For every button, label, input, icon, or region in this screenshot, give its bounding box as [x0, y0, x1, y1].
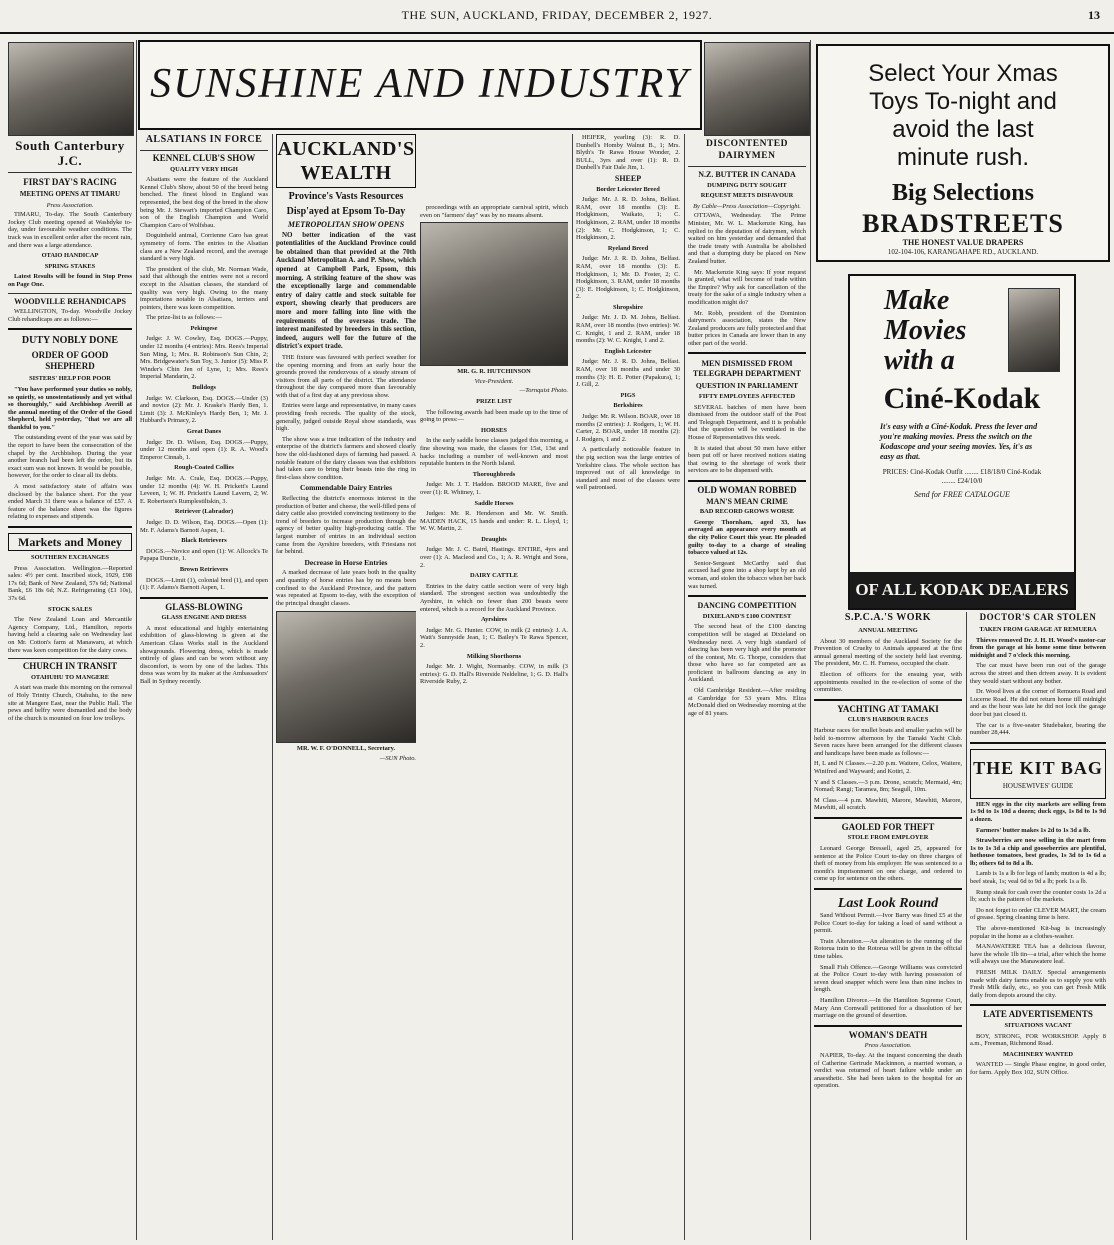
article-text: Judges: Mr. R. Henderson and Mr. W. Smith. MAIDEN HACK, 15 hands and under: R. L. Lloyd, 1; W. W. Martin, 2.	[420, 510, 568, 533]
subhead-parliament: QUESTION IN PARLIAMENT	[695, 381, 799, 391]
photo-caption: Vice-President.	[474, 377, 514, 385]
subhead-timaru: MEETING OPENS AT TIMARU	[19, 190, 121, 198]
kit-bag-title: THE KIT BAG	[973, 757, 1103, 778]
ad-line: Select Your Xmas	[868, 60, 1058, 87]
yachting-block	[814, 699, 962, 812]
photo-credit: —Tornquist Photo.	[519, 387, 568, 395]
column-4	[576, 134, 680, 1240]
column-8	[970, 612, 1106, 1240]
headline-markets: Markets and Money	[8, 533, 132, 551]
breed-heading: Bulldogs	[192, 384, 216, 392]
headline-dancing: DANCING COMPETITION	[697, 601, 797, 611]
subhead-first-day: FIRST DAY'S RACING	[23, 177, 117, 187]
subhead-epsom: Disp'ayed at Epsom To-Day	[286, 206, 406, 217]
subhead-stole: STOLE FROM EMPLOYER	[847, 834, 929, 842]
article-text: Mr. Robb, president of the Dominion dairymen's association, states the New Zealand producers are fully protected and that butter prices in Canada are lower than in any other part of the world.	[688, 309, 806, 347]
subhead-provinces: Province's Vasts Resources	[288, 191, 404, 202]
kit-bag-logo	[970, 749, 1106, 799]
article-text: The above-mentioned Kit-bag is increasingly popular in the home as a clothes-washer.	[970, 925, 1106, 940]
article-text: FRESH MILK DAILY. Special arrangements made with dairy farms enable us to supply you with Fresh Milk daily, etc., so you can get Fresh Milk daily from depots around the city.	[970, 969, 1106, 999]
race-heading: SPRING STAKES	[44, 262, 96, 270]
article-text: Press Association. Wellington.—Reported sales: 4½ per cent. Inscribed stock, 1929, £98 17s 6d; Bank of New Zealand, 57s 6d; National Bank, £6 18s 6d; N.Z. Refrigerating (£1 10s), 37s 6d.	[8, 564, 132, 602]
article-text: Judge: J. W. Cowley, Esq. DOGS.—Puppy, under 12 months (4 entries): Mrs. Rees's Imperial Sun Ming, 1; Mrs. R. Robinson's Sun Chin, 2; Mrs. Bridgewater's Sun Toy, 3. Junior (5): Miss P. Winder's Chin Jen of Lyne, 1; Mrs. Rees's Imperial Mandarin, 2.	[140, 335, 268, 381]
headline-woodville: WOODVILLE REHANDICAPS	[14, 296, 126, 306]
ad-address: 102-104-106, KARANGAHAPE RD., AUCKLAND.	[887, 248, 1039, 256]
subhead-annual: ANNUAL MEETING	[858, 627, 918, 634]
article-text: In the early saddle horse classes judged this morning, a fine showing was made, the classes for 15st, 13st and hacks including a number of well-known and most reputable hunters in the North Island.	[420, 437, 568, 468]
subhead-quality: QUALITY VERY HIGH	[170, 165, 238, 173]
breed-heading: Pekingese	[190, 324, 218, 332]
headline-telegraph: MEN DISMISSED FROM TELEGRAPH DEPARTMENT	[692, 359, 802, 379]
headline-late-ads: LATE ADVERTISEMENTS	[983, 1009, 1093, 1020]
article-text: Strawberries are now selling in the mart from 1s to 1s 3d a chip and gooseberries are plentiful, hothouse tomatoes, best grades, 1s 3d to 1s 6d a lb; others 6d to 8d a lb.	[970, 837, 1106, 867]
section-banner	[138, 40, 702, 130]
classified-ad: WANTED — Single Phase engine, in good order, for farm. Apply Box 102, SUN Office.	[970, 1061, 1106, 1076]
subhead-sisters: SISTERS' HELP FOR POOR	[29, 375, 111, 383]
subhead-stock-sales: STOCK SALES	[47, 605, 93, 613]
photo-caption: MR. G. R. HUTCHINSON	[457, 368, 531, 376]
article-text: Latest Results will be found in Stop Press on Page One.	[8, 273, 132, 288]
breed-heading: Retriever (Labrador)	[174, 508, 234, 516]
article-text: George Thornham, aged 33, has averaged an appearance every month at the city Police Court this year. He pleaded guilty to-day to a charge of stealing tobacco valued at 12s.	[688, 518, 806, 557]
section-heading: Thoroughbreds	[472, 470, 516, 478]
headline-womans-death: WOMAN'S DEATH	[848, 1029, 928, 1040]
subhead-garage: TAKEN FROM GARAGE AT REMUERA	[979, 626, 1097, 633]
subhead-bad-record: BAD RECORD GROWS WORSE	[699, 508, 795, 516]
article-text: Sand Without Permit.—Ivor Barry was fined £5 at the Police Court to-day for taking a load of sand without a permit.	[814, 912, 962, 935]
headline-yachting: YACHTING AT TAMAKI	[837, 703, 939, 714]
headline-robbed: OLD WOMAN ROBBED	[697, 485, 797, 495]
article-text: Judge: W. Clarkson, Esq. DOGS.—Under (3) and novice (2): Mr. J. Kraske's Hardy Ben, 1. Limit (3): J. McKinley's Hardy Ben, 1; Mr. J. Hubbard's Primacy, 2.	[140, 394, 268, 425]
headline-church: CHURCH IN TRANSIT	[22, 661, 118, 672]
article-text: Rump steak for cash over the counter costs 1s 2d a lb; such is the pattern of the markets.	[970, 888, 1106, 904]
article-text: Train Alteration.—An alteration to the running of the Rotorua train to the Rotorua will be given in the official time tables.	[814, 937, 962, 960]
headline-glass: GLASS-BLOWING	[165, 601, 243, 612]
kodak-line: Make	[884, 285, 950, 316]
article-text: Judge: Mr. J. D. M. Johns, Belfast. RAM, over 18 months (two entries): W. C. Knight, 1 and 2. RAM, under 18 months (2): W. C. Knight, 1 and 2.	[576, 314, 680, 345]
kit-bag-sub: HOUSEWIVES' GUIDE	[1002, 781, 1074, 790]
article-text: NAPIER, To-day. At the inquest concerning the death of Catherine Gertrude Mackinnon, a married woman, a verdict was returned of heart failure while under an anaesthetic. She had been taken to the hospital for an operation.	[814, 1051, 962, 1090]
subhead-kennel: KENNEL CLUB'S SHOW	[152, 153, 256, 163]
section-heading: DAIRY CATTLE	[470, 572, 518, 580]
article-text: Thieves removed Dr. J. H. H. Wood's motor-car from the garage at his home some time between midnight and 7 o'clock this morning.	[970, 636, 1106, 659]
masthead-date: THE SUN, AUCKLAND, FRIDAY, DECEMBER 2, 1927.	[401, 8, 713, 22]
article-text: A most educational and highly entertaining exhibition of glass-blowing is given at the American Glass Works stall in the Auckland showgrounds. Flowering dress, which is made entirely of glass and can be worn without any discomfort, is worn by one of the ladies. This dress was worn by its maker at the Ambassadors' Ball in Sydney recently.	[140, 624, 268, 686]
breed-heading: Brown Retrievers	[179, 565, 229, 573]
article-text: It is stated that about 50 men have either been put off or have received notices stating that owing to the shortage of work their services are to be dispensed with.	[688, 444, 806, 475]
section-heading: HORSES	[481, 426, 507, 434]
kodak-brand: Ciné-Kodak	[883, 382, 1041, 415]
article-text: A particularly noticeable feature in the pig section was the large entries of Yorkshire class. The whole section has improved out of all knowledge in standard and most of the classes were well patronised.	[576, 446, 680, 492]
headline-gaoled: GAOLED FOR THEFT	[841, 821, 935, 832]
headline-spca: S.P.C.A.'S WORK	[844, 612, 932, 623]
headline-alsatians: ALSATIANS IN FORCE	[145, 134, 263, 145]
kodak-body: It's easy with a Ciné-Kodak. Press the lever and you're making movies. Press the switch on the Kodascope and your seeing movies. Yes, it's as easy as that.	[880, 422, 1038, 461]
column-2	[140, 134, 268, 1240]
article-text: A most satisfactory state of affairs was disclosed by the balance sheet. For the year ended March 31 there was a balance of £57. A feature of the balance sheet was the figures relating to expenses and stipends.	[8, 483, 132, 521]
breed-heading: Ryeland Breed	[607, 244, 649, 252]
article-text: About 30 members of the Auckland Society for the Prevention of Cruelty to Animals appeared at the first annual general meeting of the society held last evening. The president, Mr. C. H. Furness, occupied the chair.	[814, 637, 962, 668]
article-text: HEN eggs in the city markets are selling from 1s 9d to 1s 10d a dozen; duck eggs, 1s 8d to 1s 9d a dozen.	[970, 800, 1106, 823]
article-text: Harbour races for mullet boats and smaller yachts will be held to-morrow afternoon by the Tamaki Yacht Club. Seven races have been arranged for the different classes and handicaps have been made as follows:—	[814, 726, 962, 757]
article-text: The car must have been run out of the garage across the street and then driven away. It is evident they would start without any bother.	[970, 662, 1106, 685]
article-text: "You have performed your duties so nobly, so quietly, so unostentatiously and yet withal so thoroughly," said Archbishop Averill at the annual meeting of the Order of the Good Shepherd, held yesterday, "that we are all thankful to you."	[8, 385, 132, 431]
bradstreets-logo: BRADSTREETS	[862, 209, 1064, 238]
article-text: Senior-Sergeant McCarthy said that accused had gone into a shop kept by an old woman, and stolen the tobacco when her back was turned.	[688, 559, 806, 590]
article-text: Entries were large and representative, in many cases providing fresh records. The quality of the stock, generally, judged outside Royal show standards, was high.	[276, 402, 416, 433]
article-text: The president of the club, Mr. Norman Wade, said that although the entries were not a record except in the Alsatian classes, the standard of quality was very high. Owing to the many importations notable in Alsatians, terriers and pointers, there was keen competition.	[140, 265, 268, 311]
article-text: Reflecting the district's enormous interest in the production of butter and cheese, the well-filled pens of dairy cattle also provided convincing testimony to the trend of breeders to increase production through the agency of better quality high-producing cattle. The largest number of entries in an individual section came from the Ayrshire breeders, with Friesians not far behind.	[276, 495, 416, 556]
article-text: Mr. Mackenzie King says: If your request is granted, what will become of trade within the Empire? Why ask for cancellation of the treaty for the sake of a single industry when a modification might do?	[688, 268, 806, 306]
ornament-left	[8, 42, 134, 136]
byline: Press Association.	[864, 1042, 912, 1050]
ad-line: minute rush.	[896, 144, 1030, 171]
article-text: Entries in the dairy cattle section were of very high standard. The strongest section was undoubtedly the Ayrshire, in which no fewer than 200 beasts were entered, which is a record for the Auckland Province.	[420, 582, 568, 613]
article-text: MANAWATERE TEA has a delicious flavour, have the whole 1lb tin—a trial, after which the home will always use the Manawatere leaf.	[970, 943, 1106, 966]
article-text: SEVERAL batches of men have been dismissed from the outdoor staff of the Post and Telegraph Department, and it is probable that the question will be ventilated in the House of Representatives this week.	[688, 403, 806, 442]
kodak-footer: OF ALL KODAK DEALERS	[850, 572, 1074, 608]
column-3b	[420, 204, 568, 1240]
subhead-glass: GLASS ENGINE AND DRESS	[161, 614, 247, 622]
article-text: Hamilton Divorce.—In the Hamilton Supreme Court, Mary Ann Cornwall petitioned for a dissolution of her marriage on the ground of desertion.	[814, 996, 962, 1020]
subhead-situations: SITUATIONS VACANT	[1004, 1021, 1072, 1029]
article-text: M Class.—4 p.m. Mawhiti, Marore, Mawhiti, Marore, Mawhiti, all scratch.	[814, 796, 962, 812]
subhead-harbour: CLUB'S HARBOUR RACES	[847, 716, 929, 724]
column-5	[688, 138, 806, 1240]
article-text: Judge: Mr. J. R. D. Johns, Belfast. RAM, over 18 months (3): E. Hodgkinson, 1; Mr. D. Foster, 2; C. Hodgkinson, 3. RAM, under 18 months (3): E. Hodgkinson, 1; C. Hodgkinson, 2.	[576, 255, 680, 301]
race-heading: OTAIO HANDICAP	[41, 252, 99, 260]
subhead-machinery: MACHINERY WANTED	[1003, 1050, 1073, 1058]
lead-paragraph: NO better indication of the vast potentialities of the Auckland Province could be obtained than that provided at the 70th Auckland Metropolitan A. and P. Show, which opened at Campbell Park, Epsom, this morning. A striking feature of the show was the exceptionally large and commendable entry of dairy cattle and stock suitable for export, showing clearly that producers are more and more falling into line with the requirements of the overseas trade. The interest manifested by breeders in this section, indeed, augurs well for the future of the district's export trade.	[276, 230, 416, 351]
breed-heading: Berkshires	[613, 402, 643, 410]
headline-south-canterbury: South Canterbury J.C.	[15, 138, 125, 168]
article-text: DOGS.—Limit (1), colonial bred (1), and open (1): F. Adams's Barnott Aspen, 1.	[140, 576, 268, 592]
article-text: Leonard George Bressell, aged 25, appeared for sentence at the Police Court to-day on three charges of theft of money from his employer. He was sentenced to a month's imprisonment on one charge, and ordered to come up for sentence on the others.	[814, 845, 962, 883]
byline: Press Association.	[46, 201, 94, 209]
article-text: Judge: Mr. J. C. Baird, Hastings. ENTIRE, 4yrs and over (1): A. Macleod and Co., 1; A. R. Wright and Sons, 2.	[420, 546, 568, 569]
article-text: Do not forget to order CLEVER MART, the cream of grease. Spring cleaning time is here.	[970, 906, 1106, 922]
byline: By Cable—Press Association—Copyright.	[693, 202, 801, 210]
headline-dairymen: DISCONTENTED DAIRYMEN	[705, 139, 789, 161]
article-text: Small Fish Offence.—George Williams was convicted at the Police Court to-day with having possession of seven dead snapper which were less than nine inches in length.	[814, 963, 962, 994]
article-text: The car is a five-seater Studebaker, bearing the number 28,444.	[970, 721, 1106, 737]
article-text: WELLINGTON, To-day. Woodville Jockey Club rehandicaps are as follows:—	[8, 308, 132, 323]
section-heading: Commendable Dairy Entries	[299, 483, 393, 493]
subhead-exchanges: SOUTHERN EXCHANGES	[31, 554, 109, 561]
article-text: Judge: D. D. Wilson, Esq. DOGS.—Open (1): Mr. F. Adams's Barnott Aspen, 1.	[140, 518, 268, 534]
breed-heading: Black Retrievers	[181, 537, 227, 545]
section-heading: Saddle Horses	[474, 499, 514, 507]
subhead-otahuhu: OTAHUHU TO MANGERE	[30, 673, 110, 681]
masthead	[0, 6, 1114, 34]
subhead-dixieland: DIXIELAND'S £100 CONTEST	[702, 612, 792, 620]
article-text: THE fixture was favoured with perfect weather for the opening morning and from an early hour the grounds proved the rendezvous of a steady stream of visitors from all parts of the district. The attendance throughout the day compared more than favourably with that of a first day at any previous show.	[276, 353, 416, 399]
article-text: Judge: Mr. J. Wight, Normanby. COW, in milk (3 entries): G. D. Hall's Riverside Neldeline, 1; G. D. Hall's Riverside Ruby, 2.	[420, 663, 568, 686]
article-text: The show was a true indication of the industry and enterprise of the district's farmers and showed clearly how the old-fashioned days of farming had passed. A notable feature of the dairy classes was that exhibitors had taken care to bring their beasts into the ring in first-class show condition.	[276, 435, 416, 481]
section-heading: PIGS	[620, 391, 636, 399]
photo-credit: —SUN Photo.	[379, 754, 416, 762]
ad-line: avoid the last	[892, 116, 1034, 143]
breed-heading: Great Danes	[186, 428, 222, 435]
subhead-mean-crime: MAN'S MEAN CRIME	[706, 496, 788, 506]
portrait-odonnell	[276, 611, 416, 743]
kodak-advertisement	[848, 274, 1076, 610]
article-text: Lamb is 1s a lb for legs of lamb; mutton is 4d a lb; beef steak, 1s; veal 6d to 9d a lb; pork 1s a lb.	[970, 870, 1106, 886]
kodak-line: with a	[884, 345, 955, 376]
article-text: The New Zealand Loan and Mercantile Agency Company, Ltd., Hamilton, reports having held a clearing sale on Wednesday last on Mr. Cotton's farm at Manawaru, at which there was keen competition for the dairy cows.	[8, 616, 132, 654]
article-text: Alsatians were the feature of the Auckland Kennel Club's Show, about 50 of the breed being benched. The finest blood in England was represented, the best dog of the breed in the show being Mr. J. Stewart's imported Champion Caro, son of the English Champion and World Champion Caro of Wolfsbau.	[140, 176, 268, 229]
breed-heading: Rough-Coated Collies	[174, 464, 234, 472]
subhead-butter: N.Z. BUTTER IN CANADA	[698, 170, 796, 179]
article-text: The following awards had been made up to the time of going to press:—	[420, 408, 568, 424]
article-text: Old Cambridge Resident.—After residing at Cambridge for 53 years Mrs. Eliza McDonald died on Wednesday morning at the age of 81 years.	[688, 687, 806, 717]
section-heading: SHEEP	[614, 173, 642, 183]
article-text: The prize-list is as follows:—	[146, 314, 222, 322]
article-text: H, L and N Classes.—2.20 p.m. Waitere, Celox, Waitere, Winifred and Wayward; and Kotiri, 2.	[814, 760, 962, 775]
headline-doctors-car: DOCTOR'S CAR STOLEN	[979, 612, 1097, 622]
photo-caption: MR. W. F. O'DONNELL, Secretary.	[296, 745, 396, 753]
subhead-order: ORDER OF GOOD SHEPHERD	[31, 350, 109, 372]
article-text: Judge: Mr. J. R. D. Johns, Belfast. RAM, over 18 months and under 30 months (3): H. E. Potter (Papakura), 1; J. Gill, 2.	[576, 358, 680, 389]
column-1	[8, 138, 132, 1240]
subhead-dumping: DUMPING DUTY SOUGHT	[707, 181, 787, 189]
bradstreets-advertisement	[816, 44, 1110, 262]
article-text: The outstanding event of the year was said by the report to have been the consecration of the chapel by the Archbishop. During the year another branch had been left the order, but its exact sum was not known. It would be possible, however, for the order to clear all its debts.	[8, 434, 132, 480]
article-text: Election of officers for the ensuing year, with appointments resulted in the re-election of some of the committee.	[814, 670, 962, 694]
section-heading: Milking Shorthorns	[466, 652, 522, 660]
banner-title: SUNSHINE AND INDUSTRY	[150, 61, 690, 107]
section-heading: PRIZE LIST	[476, 397, 512, 405]
article-text: Dr. Wood lives at the corner of Remuera Road and Lucerne Road. He did not return home till midnight and as the hour was late he did not lock the garage door but just closed it.	[970, 688, 1106, 718]
headline-last-look: Last Look Round	[837, 896, 939, 912]
ad-tagline: THE HONEST VALUE DRAPERS	[902, 238, 1024, 247]
article-text: Judge: Mr. J. R. D. Johns, Belfast. RAM, over 18 months (3): E. Hodgkinson, Waikato, 1; C. Hodgkinson, 2. RAM, under 18 months (2): Mr. C. Hodgkinson, 1; C. Hodgkinson, 2.	[576, 196, 680, 242]
article-text: OTTAWA, Wednesday. The Prime Minister, Mr. W. L. Mackenzie King, has replied to the deputation of dairymen, which waited on him yesterday and demanded that the trade treaty with Australia be abolished and that a dumping duty be placed on New Zealand butter.	[688, 212, 806, 265]
kodak-catalogue: Send for FREE CATALOGUE	[914, 490, 1010, 499]
kodak-camera-picture	[1008, 288, 1060, 372]
section-heading: Ayrshires	[480, 616, 508, 624]
article-text: Judge: Mr. G. Hunter. COW, in milk (2 entries): J. A. Watt's Sunnyside Jean, 1; C. Bailey's Te Rawa Spencer, 2.	[420, 626, 568, 649]
section-heading: Draughts	[481, 535, 507, 543]
subhead-employees: FIFTY EMPLOYEES AFFECTED	[698, 393, 796, 401]
ad-line: Big Selections	[892, 180, 1034, 206]
subhead-metropolitan: METROPOLITAN SHOW OPENS	[287, 220, 405, 229]
kodak-line: Movies	[884, 315, 967, 346]
breed-heading: Shropshire	[613, 303, 643, 311]
article-text: Judge: Mr. R. Wilson. BOAR, over 18 months (2 entries): J. Rodgers, 1; W. H. Carter, 2. BOAR, under 18 months (2): J. Rodgers, 1 and 2.	[576, 413, 680, 443]
breed-heading: English Leicester	[604, 347, 652, 355]
portrait-hutchinson	[420, 222, 568, 366]
article-text: Doguinheld animal, Corrienne Caro has great symmetry of form. The entries in the Alsatian class are a New Zealand record, and the average standard is very high.	[140, 232, 268, 263]
article-text: DOGS.—Novice and open (1): W. Allcock's Te Papapa Duncie, 1.	[140, 547, 268, 563]
column-6	[814, 612, 962, 1240]
article-text: Judge: Mr. J. T. Haddon. BROOD MARE, five and over (1): R. Whitney, 1.	[420, 481, 568, 496]
article-text: Judge: Dr. D. Wilson, Esq. DOGS.—Puppy, under 12 months and open (1): R. A. Wood's Emperor Cinnab, 1.	[140, 438, 268, 461]
ornament-right	[704, 42, 810, 136]
article-text: proceedings with an appropriate carnival spirit, which even on "farmers' day" was by no means absent.	[420, 204, 568, 219]
article-text: Farmers' butter makes 1s 2d to 1s 3d a lb.	[976, 826, 1091, 834]
column-3	[276, 134, 416, 1240]
headline-duty: DUTY NOBLY DONE	[21, 335, 119, 347]
article-text: HEIFER, yearling (3): R. D. Dunbell's Homby Walnut B., 1; Mrs. Blyth's Te Rawa House Wonder, 2. BULL, 3yrs and over (1): R. D. Dunbell's Fair Dale Jim, 1.	[576, 134, 680, 172]
section-heading: Decrease in Horse Entries	[304, 557, 388, 567]
breed-heading: Border Leicester Breed	[596, 185, 660, 193]
article-text: TIMARU, To-day. The South Canterbury Jockey Club meeting opened at Washdyke to-day, under favourable weather conditions. The track was in excellent order after the recent rain, and there was a large attendance.	[8, 211, 132, 249]
subhead-request: REQUEST MEETS DISFAVOUR	[700, 192, 794, 200]
classified-ad: BOY, STRONG, FOR WORKSHOP. Apply 8 a.m., Freeman, Richmond Road.	[970, 1032, 1106, 1048]
article-text: Y and S Classes.—3 p.m. Drone, scratch; Mermaid, 4m; Nomad; Rangi; Taramea, 8m; Seagull, 10m.	[814, 778, 962, 794]
article-text: A start was made this morning on the removal of Holy Trinity Church, Otahuhu, to the new site at Mangere East, near the Public Hall. The pews and belfry were dismantled and the body of the church is mounted on four low trolleys.	[8, 684, 132, 722]
article-text: Judge: Mr. A. Crale, Esq. DOGS.—Puppy, under 12 months (4): W. H. Prickett's Laund Leveen, 1; W. H. Prickett's Laund Lavern, 2; W. E. Robertson's Rumplestiltskin, 3.	[140, 474, 268, 505]
kodak-prices: PRICES: Ciné-Kodak Outfit ........ £18/18/0 Ciné-Kodak ........ £24/10/0	[882, 468, 1042, 485]
article-text: A marked decrease of late years both in the quality and quantity of horse entries has by no means been confined to the Auckland Province, and the pattern was repeated at Epsom to-day, with the exception of the principal draught classes.	[276, 569, 416, 607]
ad-line: Toys To-night and	[869, 88, 1057, 115]
article-text: The second heat of the £100 dancing competition will be staged at Dixieland on Wednesday next. A very high standard of dancing has been very high and the promoter of the contest, Mr. G. Thorpe, considers that those who have so far competed are as proficient in ballroom dancing as any in Auckland.	[688, 623, 806, 684]
page-number: 13	[1088, 8, 1100, 22]
headline-aucklands-wealth: AUCKLAND'S WEALTH	[276, 134, 416, 188]
